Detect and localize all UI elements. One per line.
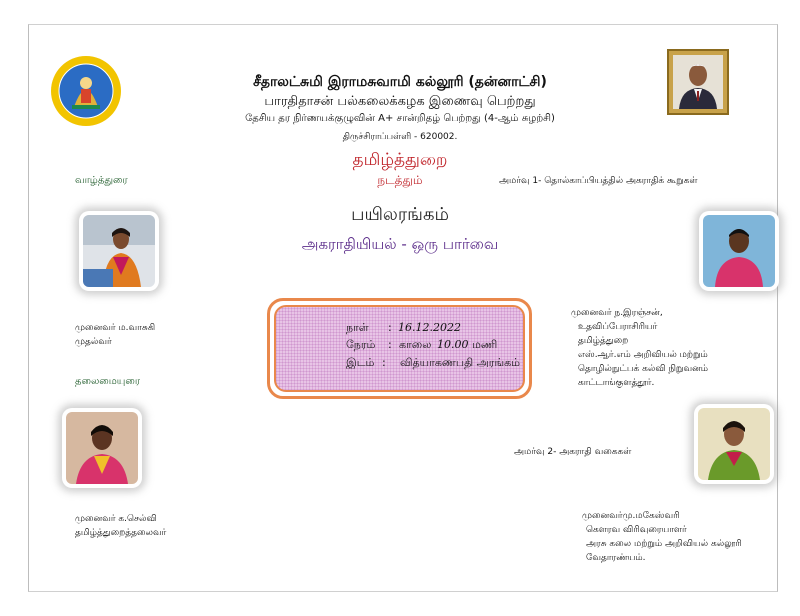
time-value: 10.00 [437,338,469,351]
speaker1-photo [699,211,779,291]
schedule-box [267,298,532,399]
college-name: சீதாலட்சுமி இராமசுவாமி கல்லூரி (தன்னாட்சி) [253,74,547,90]
event-title: பயிலரங்கம் [351,204,449,225]
session2-title: அமர்வு 2- அகராதி வகைகள் [514,447,632,457]
speaker2-line: கௌரவ விரிவுரையாளர் [586,525,687,535]
principal-role: முதல்வர் [75,337,112,347]
time-prefix: காலை [399,338,432,351]
venue-label: இடம் [346,356,375,369]
college-address: திருச்சிராப்பள்ளி - 620002. [342,132,458,142]
date-label: நாள் [346,321,369,334]
accreditation-line: தேசிய தர நிர்ணயக்குழுவின் A+ சான்றிதழ் பெற்றது (4-ஆம் சுழற்சி) [245,113,555,124]
time-suffix: மணி [472,338,498,351]
speaker1-line: தமிழ்த்துறை [578,336,629,346]
date-separator: : [388,321,392,334]
event-topic: அகராதியியல் - ஒரு பார்வை [301,235,499,253]
speaker2-name: முனைவர்மு.மகேஸ்வரி [582,511,680,521]
venue-value: வித்யாகணபதி அரங்கம் [400,356,521,369]
hod-name: முனைவர் க.செல்வி [75,514,157,524]
university-affiliation: பாரதிதாசன் பல்கலைக்கழக இணைவு பெற்றது [264,94,536,109]
speaker2-line: வேதாரண்யம். [586,553,646,563]
venue-separator: : [382,356,386,369]
conducted-by-label: நடத்தும் [377,173,423,187]
speaker2-photo [694,404,774,484]
speaker2-line: அரசு கலை மற்றும் அறிவியல் கல்லூரி [586,539,742,549]
department-title: தமிழ்த்துறை [352,150,448,170]
schedule-box-inner [274,305,525,392]
hod-photo [62,408,142,488]
principal-name: முனைவர் ம.வாசுகி [75,323,156,333]
time-separator: : [388,338,392,351]
speaker1-name: முனைவர் ந.இரஞ்சன், [571,308,663,318]
date-value: 16.12.2022 [398,321,461,334]
welcome-address-label: வாழ்த்துரை [75,175,128,186]
speaker1-line: காட்டாங்குளத்தூர். [578,378,655,388]
presidential-address-label: தலைமையுரை [75,376,140,387]
speaker1-line: உதவிப்பேராசிரியர் [578,322,658,332]
speaker1-line: எஸ்.ஆர்.எம் அறிவியல் மற்றும் [578,350,708,360]
session1-title: அமர்வு 1- தொல்காப்பியத்தில் அகராதிக் கூறுகள் [499,176,698,186]
time-label: நேரம் [346,338,376,351]
principal-photo [79,211,159,291]
speaker1-line: தொழில்நுட்பக் கல்வி நிறுவனம் [578,364,709,374]
hod-role: தமிழ்த்துறைத்தலைவர் [75,528,167,538]
